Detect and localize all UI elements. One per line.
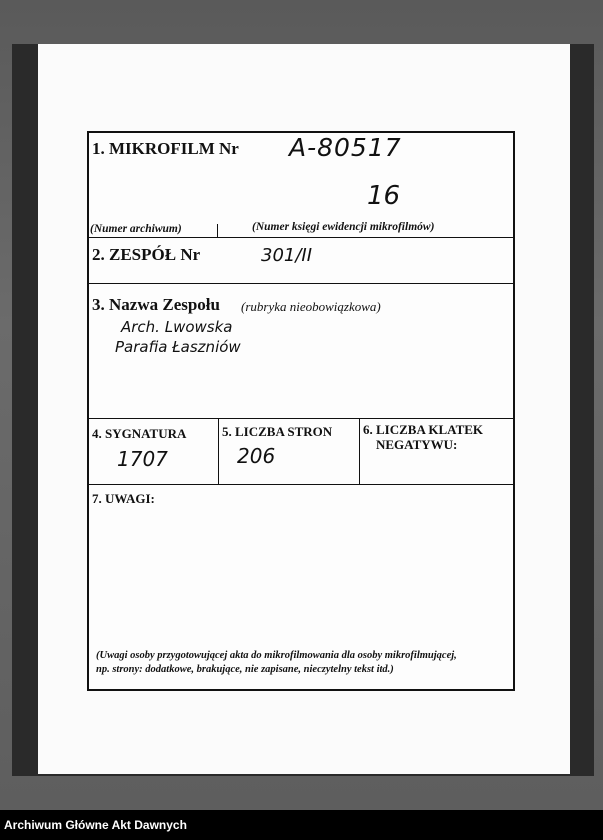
divider-line	[217, 224, 218, 237]
signature-value: 1707	[117, 447, 168, 471]
fonds-name-handwriting-line2: Parafia Łaszniów	[115, 338, 241, 356]
page-count-value: 206	[237, 444, 276, 468]
fonds-name-note: (rubryka nieobowiązkowa)	[241, 299, 381, 314]
footer-bar	[0, 810, 603, 840]
divider-line	[359, 418, 360, 484]
remarks-note-line2: np. strony: dodatkowe, brakujące, nie zapisane, nieczytelny tekst itd.)	[96, 664, 394, 675]
remarks-note-line1: (Uwagi osoby przygotowującej akta do mikrofilmowania dla osoby mikrofilmującej,	[96, 650, 457, 661]
frames-label-line1: 6. LICZBA KLATEK	[363, 422, 484, 437]
frames-label-line2: NEGATYWU:	[376, 437, 458, 452]
microfilm-number-label: 1. MIKROFILM Nr	[92, 139, 239, 158]
archive-number-label: (Numer archiwum)	[90, 223, 182, 235]
footer-caption: Archiwum Główne Akt Dawnych	[4, 818, 187, 832]
fonds-name-label: 3. Nazwa Zespołu	[92, 295, 220, 314]
fonds-number-value: 301/II	[261, 245, 313, 266]
page-count-label: 5. LICZBA STRON	[222, 424, 333, 439]
signature-label: 4. SYGNATURA	[92, 426, 187, 441]
microfilm-number-value: A-80517	[289, 133, 402, 162]
microfilm-form	[87, 131, 515, 691]
divider-line	[89, 237, 513, 238]
divider-line	[89, 484, 513, 485]
remarks-label: 7. UWAGI:	[92, 491, 155, 506]
divider-line	[218, 418, 219, 484]
divider-line	[89, 283, 513, 284]
book-register-label: (Numer księgi ewidencji mikrofilmów)	[252, 221, 435, 233]
fonds-name-handwriting-line1: Arch. Lwowska	[121, 318, 233, 336]
fonds-number-label: 2. ZESPÓŁ Nr	[92, 245, 201, 264]
divider-line	[89, 418, 513, 419]
book-number-value: 16	[367, 181, 401, 211]
